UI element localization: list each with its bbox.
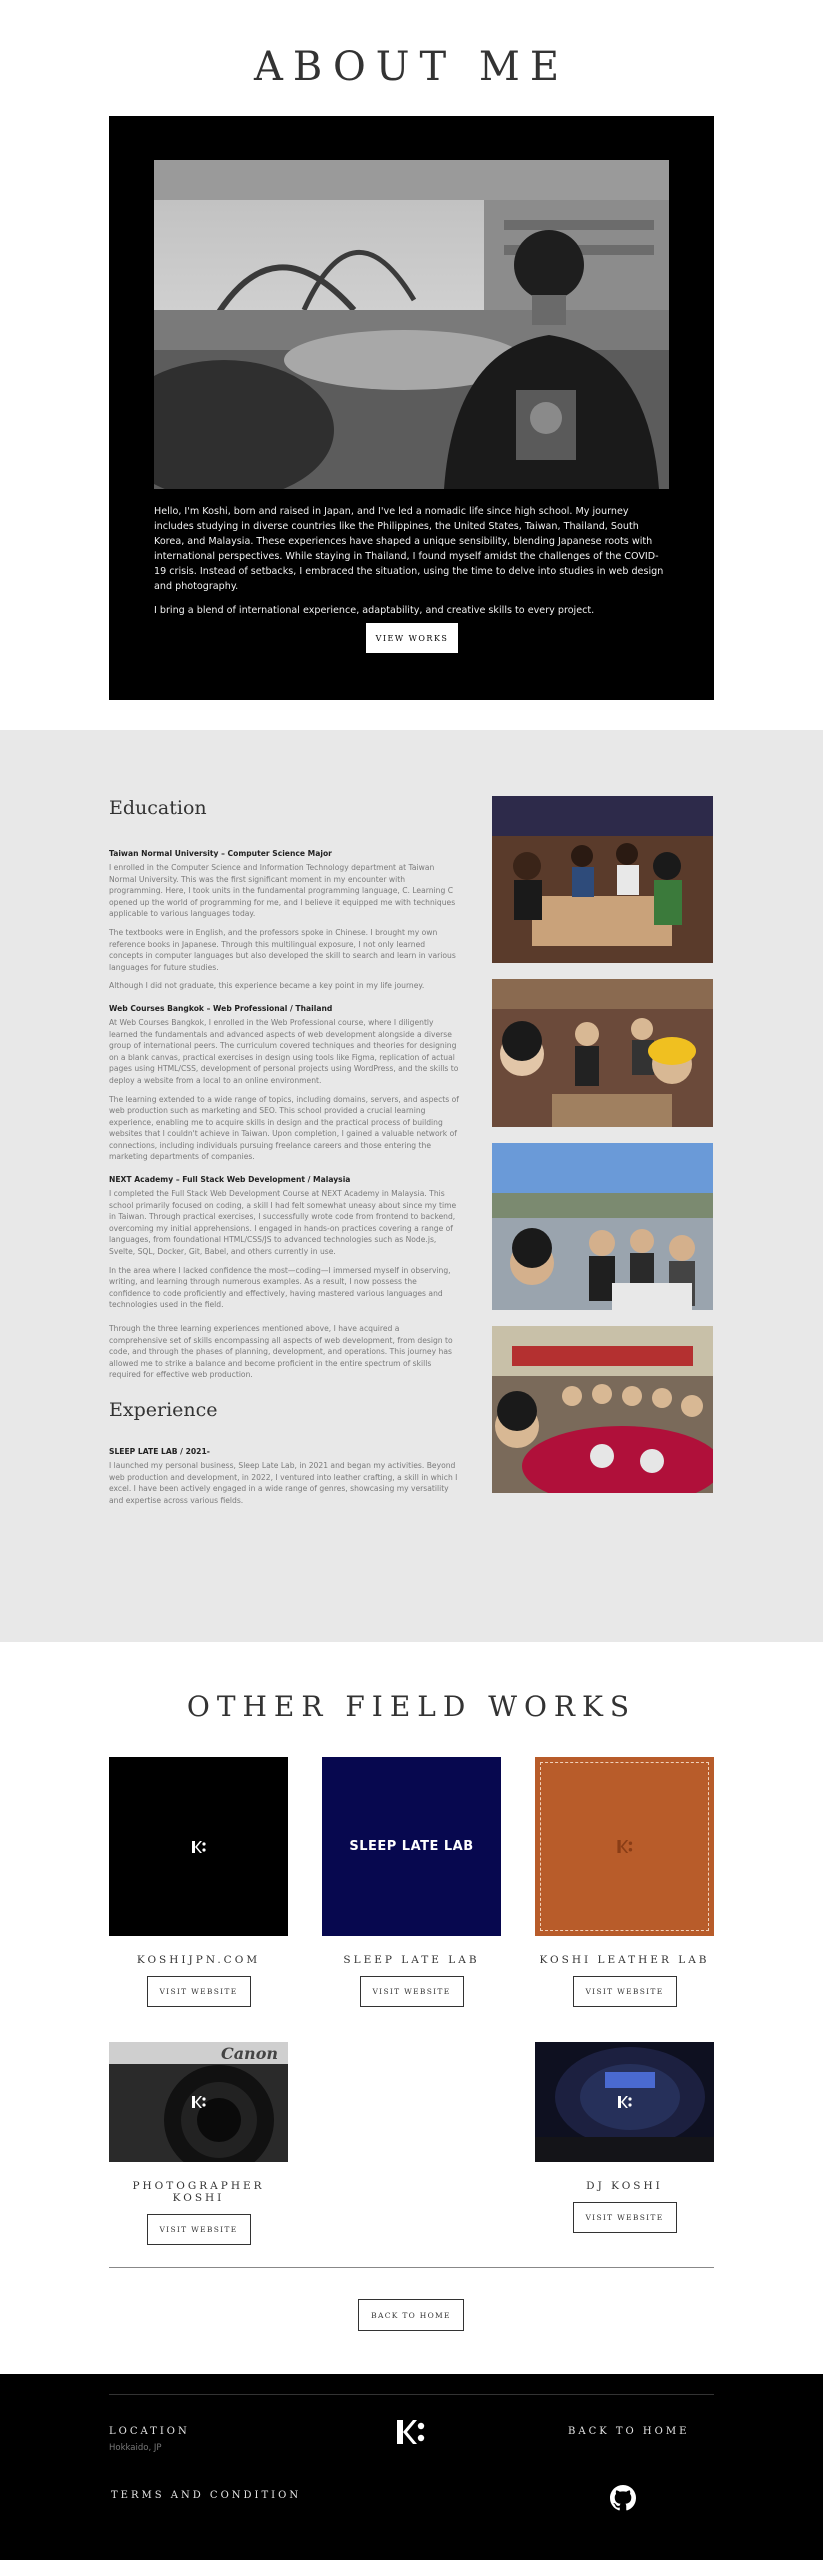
koshi-logo-icon xyxy=(192,2096,206,2108)
footer xyxy=(0,2374,823,2560)
group-photo-restaurant xyxy=(492,796,713,963)
other-works-section xyxy=(0,1642,823,2374)
koshi-logo-icon xyxy=(618,2096,632,2108)
koshi-leather-lab-thumbnail[interactable] xyxy=(535,1757,714,1936)
dj-koshi-thumbnail[interactable] xyxy=(535,2042,714,2162)
education-photos xyxy=(492,796,713,1509)
education-heading: Taiwan Normal University – Computer Science Major xyxy=(109,849,332,858)
work-name: KOSHI LEATHER LAB xyxy=(539,1954,710,1966)
experience-heading: SLEEP LATE LAB / 2021- xyxy=(109,1446,210,1456)
experience-paragraph: I launched my personal business, Sleep Late Lab, in 2021 and began my activities. Beyond web production and development, in 2022, I ventured into leather crafting, a skill in which I excel. I have been actively engaged in a wide range of genres, showcasing my versatility and expertise across various fields. xyxy=(109,1460,458,1505)
work-name: KOSHIJPN.COM xyxy=(136,1954,261,1966)
koshijpn-thumbnail[interactable] xyxy=(109,1757,288,1936)
work-card-dj-koshi xyxy=(535,2042,714,2233)
footer-divider xyxy=(109,2394,714,2395)
about-title: ABOUT ME xyxy=(253,44,570,90)
group-photo-dinner xyxy=(492,979,713,1127)
education-title: Education xyxy=(109,797,207,819)
visit-website-button[interactable]: VISIT WEBSITE xyxy=(573,1976,677,2007)
divider xyxy=(109,2267,714,2268)
about-paragraph-1: Hello, I'm Koshi, born and raised in Japan, and I've led a nomadic life since high school. My journey includes studying in diverse countries like the Philippines, the United States, Taiwan, Thailand, South Korea, and Malaysia. These experiences have shaped a unique sensibility, blending Japanese roots with international perspectives. While staying in Thailand, I found myself amidst the challenges of the COVID-19 crisis. Instead of setbacks, I embraced the situation, using the time to delve into studies in web design and photography. xyxy=(154,506,664,592)
visit-website-button[interactable]: VISIT WEBSITE xyxy=(147,1976,251,2007)
about-paragraph-2: I bring a blend of international experience, adaptability, and creative skills to every project. xyxy=(154,605,595,616)
github-icon[interactable] xyxy=(610,2485,636,2511)
footer-back-to-home-link[interactable]: BACK TO HOME xyxy=(568,2426,690,2437)
view-works-button[interactable]: VIEW WORKS xyxy=(366,623,458,653)
koshi-logo-icon xyxy=(192,1841,206,1853)
education-column xyxy=(109,797,459,1513)
work-name: SLEEP LATE LAB xyxy=(343,1954,480,1966)
canon-brand-text: Canon xyxy=(220,2044,278,2063)
group-photo-riverside xyxy=(492,1143,713,1310)
education-paragraph: In the area where I lacked confidence the most—coding—I immersed myself in observing, writing, and learning through numerous examples. As a result, I now possess the confidence to code proficiently and effectively, having mastered various languages and technologies used in the field. xyxy=(109,1265,451,1310)
education-section xyxy=(0,730,823,1642)
work-card-koshi-leather-lab xyxy=(535,1757,714,2007)
experience-title: Experience xyxy=(109,1398,218,1421)
footer-location-label: LOCATION xyxy=(109,2426,190,2437)
work-card-photographer-koshi xyxy=(109,2042,288,2245)
visit-website-button[interactable]: VISIT WEBSITE xyxy=(573,2202,677,2233)
work-card-koshijpn xyxy=(109,1757,288,2007)
education-paragraph: At Web Courses Bangkok, I enrolled in the Web Professional course, where I diligently learned the fundamentals and advanced aspects of web development alongside a diverse group of international peers. The curriculum covered techniques and theories for designing on a blank canvas, practical exercises in design using tools like Figma, replication of actual pages using HTML/CSS, development of personal projects using WordPress, and the skills to deploy a website from a local to an online environment. xyxy=(109,1017,459,1085)
about-card xyxy=(109,116,714,700)
visit-website-button[interactable]: VISIT WEBSITE xyxy=(147,2214,251,2245)
education-paragraph: I completed the Full Stack Web Development Course at NEXT Academy in Malaysia. This school primarily focused on coding, a skill I had felt somewhat uneasy about since my time in Taiwan. Through practical exercises, I successfully wrote code from frontend to backend, overcoming my initial apprehensions. I engaged in hands-on practices covering a range of languages, from foundational HTML/CSS/JS to advanced technologies such as Node.js, Svelte, SQL, Docker, Git, Babel, and others currently in use. xyxy=(109,1189,457,1257)
education-heading: NEXT Academy – Full Stack Web Development / Malaysia xyxy=(109,1175,351,1185)
work-name: PHOTOGRAPHER KOSHI xyxy=(132,2180,265,2204)
about-text xyxy=(154,504,669,627)
education-paragraph: I enrolled in the Computer Science and Information Technology department at Taiwan Normal University. This was the first significant moment in my encounter with programming. Here, I took units in the fundamental programming language, C. Learning C opened up the world of programming for me, and I believe it equipped me with techniques applicable to various languages today. xyxy=(109,863,456,919)
about-section xyxy=(0,0,823,730)
education-paragraph: Through the three learning experiences mentioned above, I have acquired a comprehensive set of skills encompassing all aspects of web development, from design to code, and through the phases of planning, development, and operations. This journey has allowed me to strike a balance and become proficient in the entire spectrum of skills required for effective web production. xyxy=(109,1324,453,1380)
koshi-logo-icon[interactable] xyxy=(396,2420,426,2444)
footer-location-value: Hokkaido, JP xyxy=(109,2443,162,2453)
terms-and-condition-link[interactable]: TERMS AND CONDITION xyxy=(111,2490,302,2501)
education-heading: Web Courses Bangkok – Web Professional / Thailand xyxy=(109,1003,333,1013)
sleep-late-lab-thumbnail[interactable] xyxy=(322,1757,501,1936)
education-paragraph: The learning extended to a wide range of topics, including domains, servers, and aspects of web production such as marketing and SEO. This school provided a crucial learning experience, enabling me to acquire skills in design and the practical process of building websites that I couldn't achieve in Taiwan. Upon completion, I gained a valuable network of connections, including individuals pursuing freelance careers and those entering the marketing departments of companies. xyxy=(109,1094,459,1162)
work-card-sleep-late-lab xyxy=(322,1757,501,2007)
back-to-home-button[interactable]: BACK TO HOME xyxy=(358,2299,464,2331)
photographer-koshi-thumbnail[interactable] xyxy=(109,2042,288,2162)
group-photo-banquet xyxy=(492,1326,713,1493)
education-paragraph: The textbooks were in English, and the professors spoke in Chinese. I brought my own reference books in Japanese. Through this multilingual exposure, I not only learned concepts in computer languages but also developed the skill to search and learn in various languages for future studies. xyxy=(109,927,456,972)
education-paragraph: Although I did not graduate, this experience became a key point in my life journey. xyxy=(109,981,425,991)
sleep-late-lab-logo: SLEEP LATE LAB xyxy=(349,1839,474,1854)
other-works-title: OTHER FIELD WORKS xyxy=(186,1690,637,1723)
work-name: DJ KOSHI xyxy=(586,2180,663,2192)
profile-photo xyxy=(154,160,669,489)
visit-website-button[interactable]: VISIT WEBSITE xyxy=(360,1976,464,2007)
